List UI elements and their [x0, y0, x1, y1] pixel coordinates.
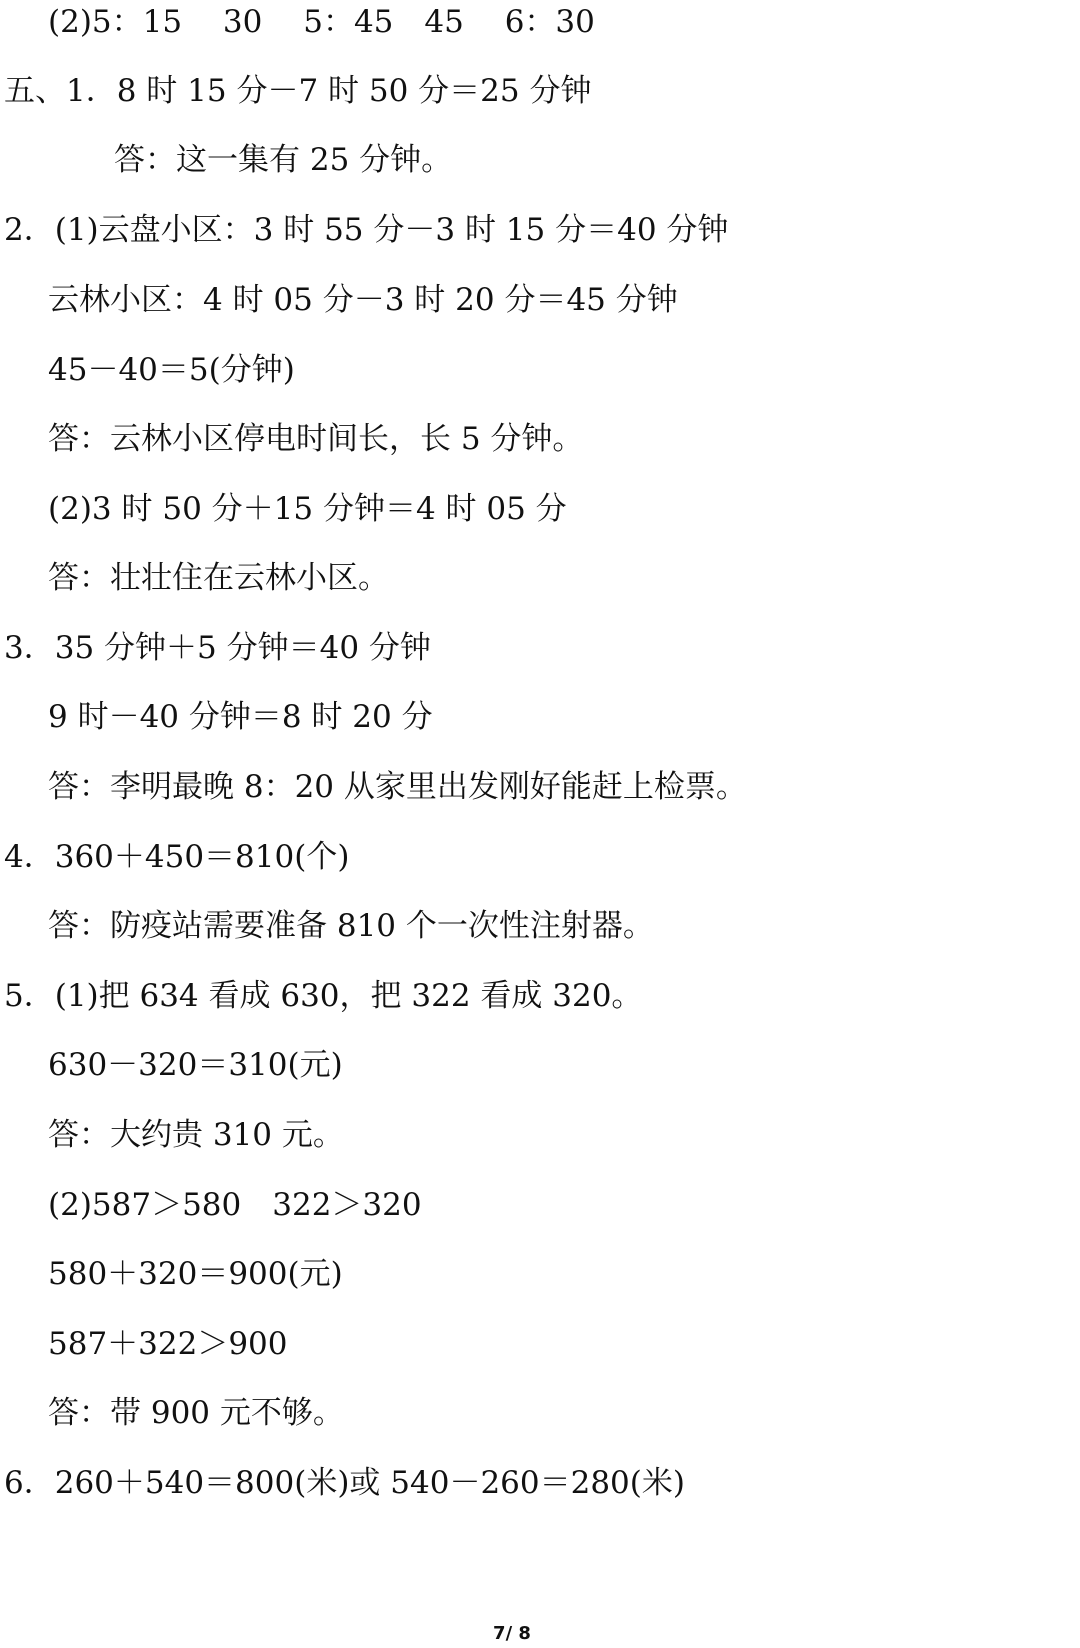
q2-part2-equation: (2)3 时 50 分＋15 分钟＝4 时 05 分 [48, 491, 567, 527]
q5-part2-comparison: (2)587＞580 322＞320 [48, 1187, 422, 1223]
section-5-q1-equation: 五、1．8 时 15 分－7 时 50 分＝25 分钟 [4, 73, 592, 109]
q3-answer: 答：李明最晚 8：20 从家里出发刚好能赶上检票。 [48, 769, 747, 805]
q2-part1-answer: 答：云林小区停电时间长，长 5 分钟。 [48, 421, 584, 457]
q5-part1-equation: 630－320＝310(元) [48, 1047, 343, 1083]
q5-part1-estimate: 5．(1)把 634 看成 630，把 322 看成 320。 [4, 978, 643, 1014]
page-number: 7/ 8 [493, 1623, 531, 1644]
q5-part2-answer: 答：带 900 元不够。 [48, 1395, 344, 1431]
q3-equation-2: 9 时－40 分钟＝8 时 20 分 [48, 699, 433, 735]
q2-part2-answer: 答：壮壮住在云林小区。 [48, 560, 389, 596]
section-5-q1-answer: 答：这一集有 25 分钟。 [114, 142, 453, 178]
q2-part1-difference: 45－40＝5(分钟) [48, 352, 295, 388]
q4-equation: 4．360＋450＝810(个) [4, 839, 350, 875]
q3-equation-1: 3．35 分钟＋5 分钟＝40 分钟 [4, 630, 431, 666]
q2-part1-equation-yunlin: 云林小区：4 时 05 分－3 时 20 分＝45 分钟 [48, 282, 678, 318]
q5-part1-answer: 答：大约贵 310 元。 [48, 1117, 344, 1153]
q5-part2-equation: 580＋320＝900(元) [48, 1256, 343, 1292]
answer-line-4-2: (2)5：15 30 5：45 45 6：30 [48, 4, 595, 40]
q2-part1-equation-yunpan: 2．(1)云盘小区：3 时 55 分－3 时 15 分＝40 分钟 [4, 212, 729, 248]
q5-part2-inequality: 587＋322＞900 [48, 1326, 288, 1362]
q6-equation: 6．260＋540＝800(米)或 540－260＝280(米) [4, 1465, 685, 1501]
q4-answer: 答：防疫站需要准备 810 个一次性注射器。 [48, 908, 654, 944]
